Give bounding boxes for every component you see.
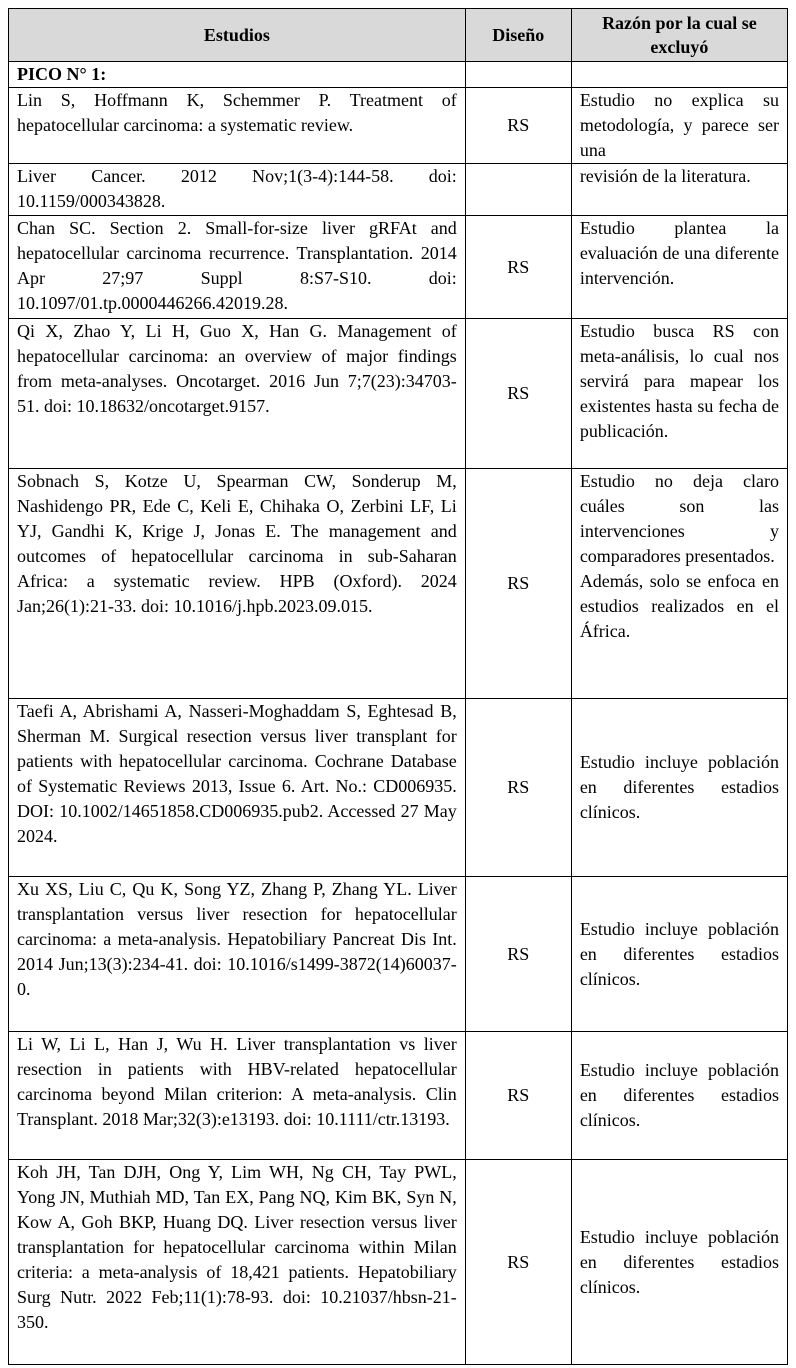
- table-row: [9, 319, 788, 469]
- table-row: [9, 88, 788, 164]
- exclusion-reason: Estudio incluye población en diferentes estadios clínicos.: [571, 877, 787, 1032]
- study-citation: Li W, Li L, Han J, Wu H. Liver transplantation vs liver resection in patients with HBV-related hepatocellular carcinoma beyond Milan criterion: A meta-analysis. Clin Transplant. 2018 Mar;32(3):e13193. doi: 10.1111/ctr.13193.: [9, 1032, 466, 1160]
- study-citation: Liver Cancer. 2012 Nov;1(3-4):144-58. doi: 10.1159/000343828.: [9, 164, 466, 216]
- header-studies: Estudios: [9, 9, 466, 62]
- study-citation: Qi X, Zhao Y, Li H, Guo X, Han G. Management of hepatocellular carcinoma: an overview of major findings from meta-analyses. Oncotarget. 2016 Jun 7;7(23):34703-51. doi: 10.18632/oncotarget.9157.: [9, 319, 466, 469]
- table-row: [9, 164, 788, 216]
- table-row: [9, 1032, 788, 1160]
- header-design: Diseño: [465, 9, 571, 62]
- study-design: [465, 164, 571, 216]
- exclusion-table: [8, 8, 788, 1365]
- pico-row: [9, 62, 788, 88]
- table-row: [9, 216, 788, 319]
- study-design: RS: [465, 319, 571, 469]
- pico-label: PICO N° 1:: [9, 62, 466, 88]
- table-row: [9, 1160, 788, 1365]
- study-citation: Taefi A, Abrishami A, Nasseri-Moghaddam S, Eghtesad B, Sherman M. Surgical resection versus liver transplant for patients with hepatocellular carcinoma. Cochrane Database of Systematic Reviews 2013, Issue 6. Art. No.: CD006935. DOI: 10.1002/14651858.CD006935.pub2. Accessed 27 May 2024.: [9, 699, 466, 877]
- study-design: RS: [465, 1032, 571, 1160]
- study-design: RS: [465, 88, 571, 164]
- exclusion-reason: revisión de la literatura.: [571, 164, 787, 216]
- table-row: [9, 469, 788, 699]
- pico-empty-reason: [571, 62, 787, 88]
- exclusion-reason: Estudio busca RS con meta-análisis, lo cual nos servirá para mapear los existentes hasta su fecha de publicación.: [571, 319, 787, 469]
- exclusion-reason: [571, 469, 787, 699]
- exclusion-reason: Estudio incluye población en diferentes estadios clínicos.: [571, 1032, 787, 1160]
- exclusion-reason: Estudio incluye población en diferentes estadios clínicos.: [571, 699, 787, 877]
- study-design: RS: [465, 877, 571, 1032]
- table-header-row: [9, 9, 788, 62]
- exclusion-reason: Estudio incluye población en diferentes estadios clínicos.: [571, 1160, 787, 1365]
- study-citation: Chan SC. Section 2. Small-for-size liver gRFAt and hepatocellular carcinoma recurrence. Transplantation. 2014 Apr 27;97 Suppl 8:S7-S10. doi: 10.1097/01.tp.0000446266.42019.28.: [9, 216, 466, 319]
- study-design: RS: [465, 469, 571, 699]
- study-design: RS: [465, 1160, 571, 1365]
- header-reason: Razón por la cual se excluyó: [571, 9, 787, 62]
- study-design: RS: [465, 699, 571, 877]
- exclusion-reason: Estudio no explica su metodología, y parece ser una: [571, 88, 787, 164]
- study-citation: Sobnach S, Kotze U, Spearman CW, Sonderup M, Nashidengo PR, Ede C, Keli E, Chihaka O, Zerbini LF, Li YJ, Gandhi K, Krige J, Jonas E. The management and outcomes of hepatocellular carcinoma in sub-Saharan Africa: a systematic review. HPB (Oxford). 2024 Jan;26(1):21-33. doi: 10.1016/j.hpb.2023.09.015.: [9, 469, 466, 699]
- exclusion-reason-part-2: Además, solo se enfoca en estudios realizados en el África.: [579, 571, 779, 641]
- study-citation: Lin S, Hoffmann K, Schemmer P. Treatment of hepatocellular carcinoma: a systematic review.: [9, 88, 466, 164]
- table-row: [9, 877, 788, 1032]
- exclusion-reason: Estudio plantea la evaluación de una diferente intervención.: [571, 216, 787, 319]
- study-citation: Koh JH, Tan DJH, Ong Y, Lim WH, Ng CH, Tay PWL, Yong JN, Muthiah MD, Tan EX, Pang NQ, Kim BK, Syn N, Kow A, Goh BKP, Huang DQ. Liver resection versus liver transplantation for hepatocellular carcinoma within Milan criteria: a meta-analysis of 18,421 patients. Hepatobiliary Surg Nutr. 2022 Feb;11(1):78-93. doi: 10.21037/hbsn-21-350.: [9, 1160, 466, 1365]
- study-citation: Xu XS, Liu C, Qu K, Song YZ, Zhang P, Zhang YL. Liver transplantation versus liver resection for hepatocellular carcinoma: a meta-analysis. Hepatobiliary Pancreat Dis Int. 2014 Jun;13(3):234-41. doi: 10.1016/s1499-3872(14)60037-0.: [9, 877, 466, 1032]
- exclusion-reason-part-1: Estudio no deja claro cuáles son las intervenciones y comparadores presentados.: [579, 471, 779, 566]
- table-row: [9, 699, 788, 877]
- pico-empty-design: [465, 62, 571, 88]
- study-design: RS: [465, 216, 571, 319]
